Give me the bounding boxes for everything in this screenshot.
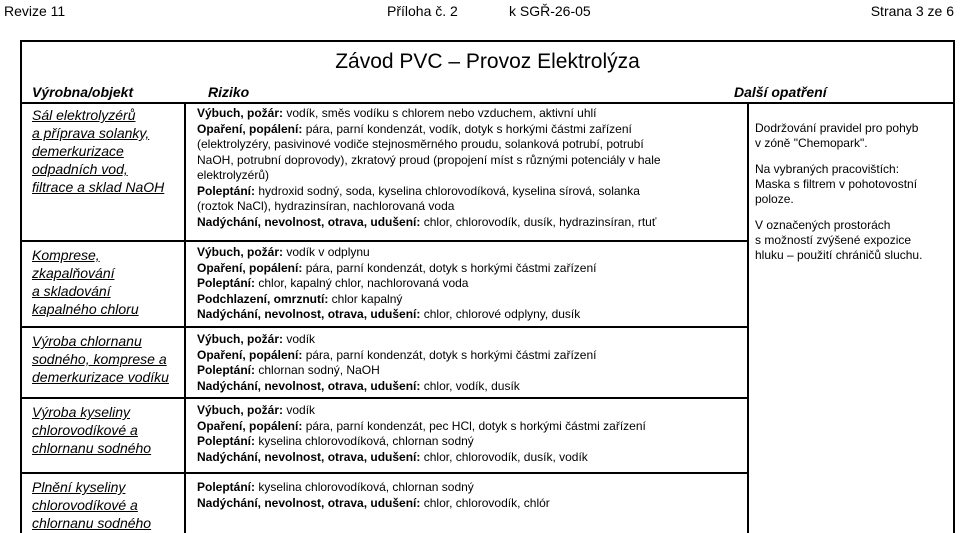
risk-detail: (elektrolyzéry, pasivinové vodiče stejnosměrného proudu, solanková potrubí, potrubí xyxy=(197,137,644,151)
risk-detail: chlor, chlorovodík, chlór xyxy=(420,495,550,510)
risk-line xyxy=(197,419,745,435)
risk-category: Výbuch, požár: xyxy=(197,332,284,346)
risk-detail: kyselina chlorovodíková, chlornan sodný xyxy=(255,480,474,494)
risk-line xyxy=(197,122,745,138)
risk-line xyxy=(197,363,745,379)
measure-line: Maska s filtrem v pohotovostní xyxy=(755,177,918,191)
row-object xyxy=(32,246,184,318)
row-divider xyxy=(22,397,747,399)
object-line: Výroba kyseliny xyxy=(32,404,131,420)
risk-line xyxy=(197,137,745,153)
object-line: chlorovodíkové a xyxy=(32,422,138,438)
risk-detail: NaOH, potrubní doprovody), zkratový proud (propojení míst s různými potenciály v hale xyxy=(197,152,661,167)
measure-item xyxy=(755,121,955,151)
risk-category: Poleptání: xyxy=(197,183,256,198)
object-line: demerkurizace xyxy=(32,143,124,159)
column-header-measures: Další opatření xyxy=(734,84,827,100)
risk-line xyxy=(197,307,745,323)
risk-detail: chlor, chlorové odplyny, dusík xyxy=(420,307,581,321)
page-header xyxy=(0,0,960,22)
risk-detail: pára, parní kondenzát, pec HCl, dotyk s horkými částmi zařízení xyxy=(302,418,646,433)
risk-detail: elektrolyzérů) xyxy=(197,168,270,182)
column-header-object: Výrobna/objekt xyxy=(32,84,134,100)
column-divider-1 xyxy=(184,102,186,533)
row-divider xyxy=(22,472,747,474)
measure-line: Na vybraných pracovištích: xyxy=(755,162,900,176)
measure-item xyxy=(755,162,955,207)
object-line: odpadních vod, xyxy=(32,161,128,177)
object-line: a příprava solanky, xyxy=(32,125,150,141)
risk-line xyxy=(197,348,745,364)
measure-line: v zóně "Chemopark". xyxy=(755,136,868,150)
header-divider xyxy=(22,102,953,104)
risk-detail: chlor, chlorovodík, dusík, hydrazinsíran, rtuť xyxy=(420,214,657,229)
risk-category: Nadýchání, nevolnost, otrava, udušení: xyxy=(197,307,421,321)
row-divider xyxy=(22,326,747,328)
risk-category: Opaření, popálení: xyxy=(197,347,303,362)
risk-detail: pára, parní kondenzát, dotyk s horkými částmi zařízení xyxy=(302,347,597,362)
measure-line: Dodržování pravidel pro pohyb xyxy=(755,121,919,135)
risk-category: Poleptání: xyxy=(197,276,256,290)
object-line: kapalného chloru xyxy=(32,301,139,317)
object-line: Sál elektrolyzérů xyxy=(32,107,136,123)
measure-item xyxy=(755,218,955,263)
risk-category: Výbuch, požár: xyxy=(197,245,284,259)
risk-category: Výbuch, požár: xyxy=(197,106,284,120)
measure-line: poloze. xyxy=(755,192,794,206)
risk-detail: chlornan sodný, NaOH xyxy=(255,363,380,377)
risk-category: Opaření, popálení: xyxy=(197,418,303,433)
row-object xyxy=(32,106,184,196)
measure-line: hluku – použití chráničů sluchu. xyxy=(755,248,923,262)
measure-line: s možností zvýšené expozice xyxy=(755,233,912,247)
object-line: zkapalňování xyxy=(32,265,115,281)
row-risks xyxy=(197,106,745,230)
risk-line xyxy=(197,245,745,261)
object-line: chlornanu sodného xyxy=(32,515,152,531)
object-line: demerkurizace vodíku xyxy=(32,369,169,385)
risk-table xyxy=(20,40,955,533)
risk-detail: chlor, chlorovodík, dusík, vodík xyxy=(420,449,588,464)
object-line: a skladování xyxy=(32,283,111,299)
risk-category: Výbuch, požár: xyxy=(197,403,284,417)
risk-detail: vodík xyxy=(283,403,316,417)
risk-line xyxy=(197,184,745,200)
object-line: chlornanu sodného xyxy=(32,440,152,456)
risk-detail: vodík xyxy=(283,332,316,346)
row-object xyxy=(32,332,184,386)
row-risks xyxy=(197,332,745,394)
row-object xyxy=(32,403,184,457)
risk-line xyxy=(197,434,745,450)
row-risks xyxy=(197,403,745,465)
risk-category: Nadýchání, nevolnost, otrava, udušení: xyxy=(197,214,421,229)
object-line: Plnění kyseliny xyxy=(32,479,126,495)
risk-line xyxy=(197,332,745,348)
row-risks xyxy=(197,245,745,323)
column-header-risk: Riziko xyxy=(208,84,250,100)
risk-line xyxy=(197,379,745,395)
risk-detail: chlor, vodík, dusík xyxy=(420,378,520,393)
risk-line xyxy=(197,261,745,277)
risk-line xyxy=(197,106,745,122)
measure-line: V označených prostorách xyxy=(755,218,891,232)
risk-line xyxy=(197,450,745,466)
row-object xyxy=(32,478,184,532)
risk-line xyxy=(197,199,745,215)
risk-detail: (roztok NaCl), hydrazinsíran, nachlorovaná voda xyxy=(197,199,455,213)
risk-line xyxy=(197,276,745,292)
risk-detail: hydroxid sodný, soda, kyselina chlorovodíková, kyselina sírová, solanka xyxy=(255,183,640,198)
risk-detail: pára, parní kondenzát, vodík, dotyk s horkými částmi zařízení xyxy=(302,121,632,136)
risk-category: Nadýchání, nevolnost, otrava, udušení: xyxy=(197,378,421,393)
risk-category: Opaření, popálení: xyxy=(197,121,303,136)
risk-category: Nadýchání, nevolnost, otrava, udušení: xyxy=(197,495,421,510)
object-line: chlorovodíkové a xyxy=(32,497,138,513)
risk-line xyxy=(197,403,745,419)
object-line: Komprese, xyxy=(32,247,100,263)
object-line: sodného, komprese a xyxy=(32,351,167,367)
measures-cell xyxy=(755,121,955,263)
object-line: Výroba chlornanu xyxy=(32,333,142,349)
risk-detail: chlor, kapalný chlor, nachlorovaná voda xyxy=(255,276,469,290)
risk-detail: pára, parní kondenzát, dotyk s horkými částmi zařízení xyxy=(302,260,597,275)
row-divider xyxy=(22,240,747,242)
risk-category: Opaření, popálení: xyxy=(197,260,303,275)
risk-category: Nadýchání, nevolnost, otrava, udušení: xyxy=(197,449,421,464)
row-risks xyxy=(197,480,745,511)
risk-line xyxy=(197,215,745,231)
risk-category: Poleptání: xyxy=(197,480,256,494)
risk-detail: chlor kapalný xyxy=(328,291,403,306)
page-number: Strana 3 ze 6 xyxy=(870,3,954,19)
risk-detail: vodík v odplynu xyxy=(283,245,370,259)
reference-label: k SGŘ-26-05 xyxy=(509,3,591,19)
risk-category: Poleptání: xyxy=(197,363,256,377)
document-title: Závod PVC – Provoz Elektrolýza xyxy=(335,50,640,73)
risk-detail: vodík, směs vodíku s chlorem nebo vzduchem, aktivní uhlí xyxy=(283,106,597,120)
risk-line xyxy=(197,168,745,184)
object-line: filtrace a sklad NaOH xyxy=(32,179,165,195)
risk-category: Poleptání: xyxy=(197,434,256,448)
risk-line xyxy=(197,292,745,308)
attachment-label: Příloha č. 2 xyxy=(387,3,458,19)
risk-line xyxy=(197,153,745,169)
revision-label: Revize 11 xyxy=(4,3,66,19)
risk-line xyxy=(197,480,745,496)
risk-detail: kyselina chlorovodíková, chlornan sodný xyxy=(255,434,474,448)
risk-category: Podchlazení, omrznutí: xyxy=(197,291,329,306)
risk-line xyxy=(197,496,745,512)
column-divider-2 xyxy=(747,102,749,533)
